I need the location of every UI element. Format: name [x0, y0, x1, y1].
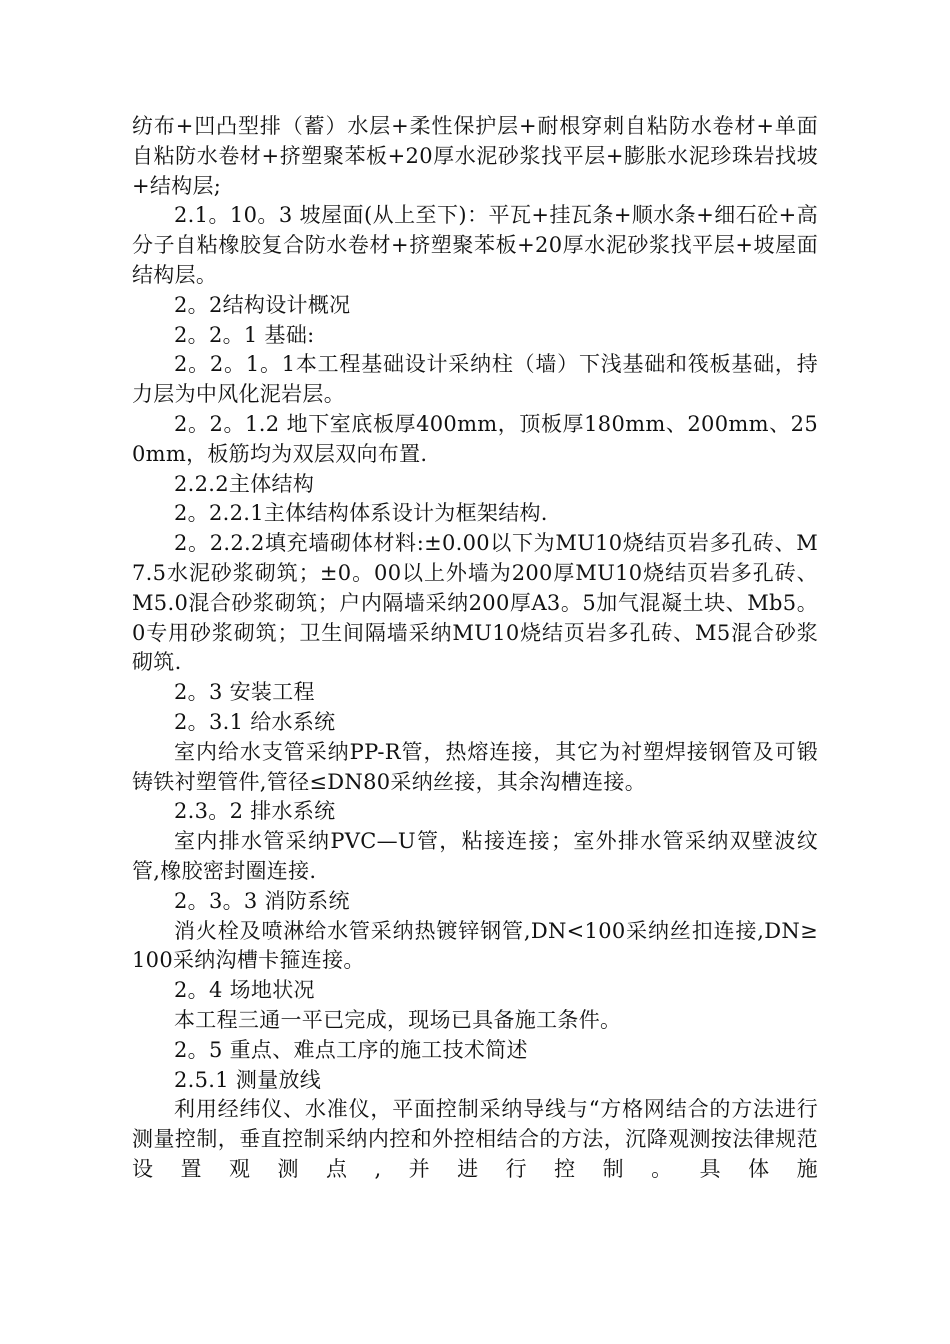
heading-2-2-structure-overview: 2。2结构设计概况 [174, 292, 351, 317]
heading-2-2-2-main-structure: 2.2.2主体结构 [174, 471, 315, 496]
paragraph-drainage-pipes: 室内排水管采纳PVC—U管，粘接连接；室外排水管采纳双壁波纹管,橡胶密封圈连接. [132, 829, 818, 883]
paragraph-2-2-2-2-infill-wall: 2。2.2.2填充墙砌体材料:±0.00以下为MU10烧结页岩多孔砖、M7.5水泥砂浆砌筑；±0。00以上外墙为200厚MU10烧结页岩多孔砖、M5.0混合砂浆砌筑；户内隔墙采纳200厚A3。5加气混凝土块、Mb5。0专用砂浆砌筑；卫生间隔墙采纳MU10烧结页岩多孔砖、M5混合砂浆砌筑. [132, 531, 818, 675]
paragraph-roof-layers-continued: 纺布+凹凸型排（蓄）水层+柔性保护层+耐根穿刺自粘防水卷材+单面自粘防水卷材+挤塑聚苯板+20厚水泥砂浆找平层+膨胀水泥珍珠岩找坡+结构层; [132, 114, 818, 198]
heading-2-5-1-survey: 2.5.1 测量放线 [174, 1067, 322, 1092]
paragraph-fire-protection-pipes: 消火栓及喷淋给水管采纳热镀锌钢管,DN<100采纳丝扣连接,DN≥100采纳沟槽卡箍连接。 [132, 918, 818, 973]
heading-2-3-2-drainage: 2.3。2 排水系统 [174, 799, 336, 824]
heading-2-5-key-processes: 2。5 重点、难点工序的施工技术简述 [174, 1037, 528, 1062]
heading-2-3-3-fire-protection: 2。3。3 消防系统 [174, 888, 350, 913]
heading-2-4-site-conditions: 2。4 场地状况 [174, 978, 315, 1003]
paragraph-2-2-2-1-frame-structure: 2。2.2.1主体结构体系设计为框架结构. [174, 501, 548, 526]
paragraph-2-2-1-2-basement-slab: 2。2。1.2 地下室底板厚400mm，顶板厚180mm、200mm、250mm，板筋均为双层双向布置. [132, 411, 818, 466]
paragraph-2-2-1-1-foundation-design: 2。2。1。1本工程基础设计采纳柱（墙）下浅基础和筏板基础，持力层为中风化泥岩层。 [132, 352, 818, 407]
paragraph-water-supply-pipes: 室内给水支管采纳PP-R管，热熔连接，其它为衬塑焊接钢管及可锻铸铁衬塑管件,管径≤DN80采纳丝接，其余沟槽连接。 [132, 739, 818, 794]
paragraph-site-conditions: 本工程三通一平已完成，现场已具备施工条件。 [174, 1007, 622, 1032]
paragraph-2-1-10-3-pitched-roof: 2.1。10。3 坡屋面(从上至下)：平瓦+挂瓦条+顺水条+细石砼+高分子自粘橡胶复合防水卷材+挤塑聚苯板+20厚水泥砂浆找平层+坡屋面结构层。 [132, 203, 818, 287]
heading-2-3-installation: 2。3 安装工程 [174, 680, 315, 705]
heading-2-2-1-foundation: 2。2。1 基础: [174, 322, 315, 347]
heading-2-3-1-water-supply: 2。3.1 给水系统 [174, 709, 336, 734]
document-body [132, 112, 818, 1185]
paragraph-survey-method: 利用经纬仪、水准仪，平面控制采纳导线与“方格网结合的方法进行测量控制，垂直控制采纳内控和外控相结合的方法，沉降观测按法律规范设置观测点,并进行控制。具体施 [132, 1097, 818, 1181]
